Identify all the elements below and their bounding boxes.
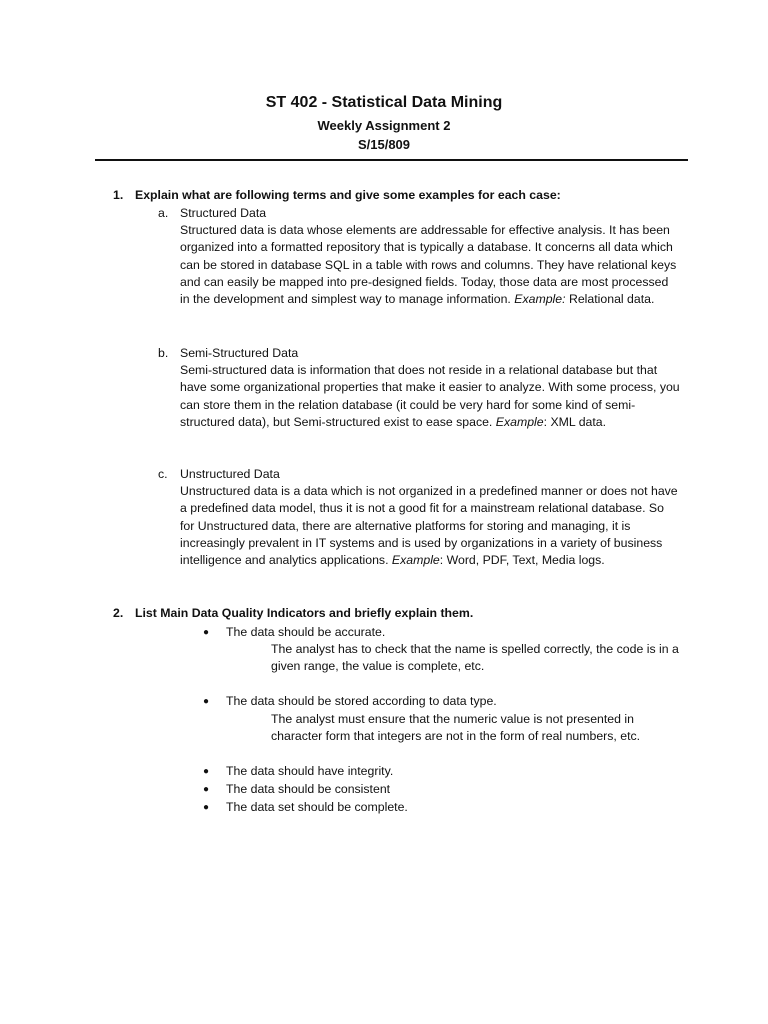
part-b-body [180,362,680,431]
part-c-text: Unstructured data is a data which is not organized in a predefined manner or does not have a predefined data model, thus it is not a good fit for a mainstream relational database. So for Unstructured data, there are alternative platforms for storing and managing, it is increasingly prevalent in IT systems and is used by organizations in a variety of business intelligence and analytics applications. [180,484,678,568]
bullet-item [203,781,390,798]
part-b-example-label: Example [495,414,544,429]
bullet-explanation: The analyst must ensure that the numeric value is not presented in character form that integers are not in the form of real numbers, etc. [271,712,641,744]
header-divider [95,159,688,161]
question-1 [113,187,561,204]
question-2-number: 2. [113,606,124,620]
bullet-text: The data should have integrity. [226,764,394,778]
document-title: ST 402 - Statistical Data Mining [265,94,503,111]
bullet-text: The data should be accurate. [226,625,386,639]
part-c [180,466,680,569]
part-a-body [180,222,680,308]
bullet-text: The data set should be complete. [226,800,408,814]
bullet-item [203,624,385,641]
student-id: S/15/809 [357,137,411,152]
part-c-heading: Unstructured Data [180,467,280,481]
part-a [180,205,680,308]
bullet-item [203,799,408,816]
question-2-text: List Main Data Quality Indicators and briefly explain them. [135,606,474,620]
bullet-explanation: The analyst has to check that the name is spelled correctly, the code is in a given range, the value is complete, etc. [271,642,679,674]
bullet-item [203,763,393,780]
part-c-label: c. [158,467,168,481]
part-b [180,345,680,431]
part-b-label: b. [158,346,169,360]
part-a-example-label: Example: [514,292,566,307]
question-2 [113,605,473,622]
part-c-example-label: Example [391,553,440,568]
bullet-text: The data should be stored according to data type. [226,694,497,708]
part-a-heading: Structured Data [180,206,267,220]
bullet-text: The data should be consistent [226,782,391,796]
part-c-example: : Word, PDF, Text, Media logs. [439,553,605,568]
bullet-icon: ● [203,627,210,638]
part-a-text: Structured data is data whose elements are addressable for effective analysis. It has been organized into a formatted repository that is typically a database. It concerns all data which can be stored in database SQL in a table with rows and columns. They have relational keys and can easily be mapped into pre-designed fields. Today, those data are most processed in the development and simplest way to manage information. [180,223,677,307]
question-1-number: 1. [113,188,124,202]
bullet-icon: ● [203,784,210,795]
part-b-text: Semi-structured data is information that does not reside in a relational database but that have some organizational properties that make it easier to analyze. With some process, you can store them in the relation database (it could be very hard for some kind of semi-structured data), but Semi-structured exist to ease space. [180,363,680,429]
bullet-item [203,693,497,710]
question-1-text: Explain what are following terms and give some examples for each case: [135,188,561,202]
bullet-icon: ● [203,766,210,777]
bullet-icon: ● [203,696,210,707]
part-b-heading: Semi-Structured Data [180,346,299,360]
part-a-label: a. [158,206,169,220]
part-a-example: Relational data. [568,292,655,307]
part-b-example: : XML data. [543,414,607,429]
bullet-icon: ● [203,802,210,813]
document-subtitle: Weekly Assignment 2 [317,118,451,133]
part-c-body [180,483,680,569]
